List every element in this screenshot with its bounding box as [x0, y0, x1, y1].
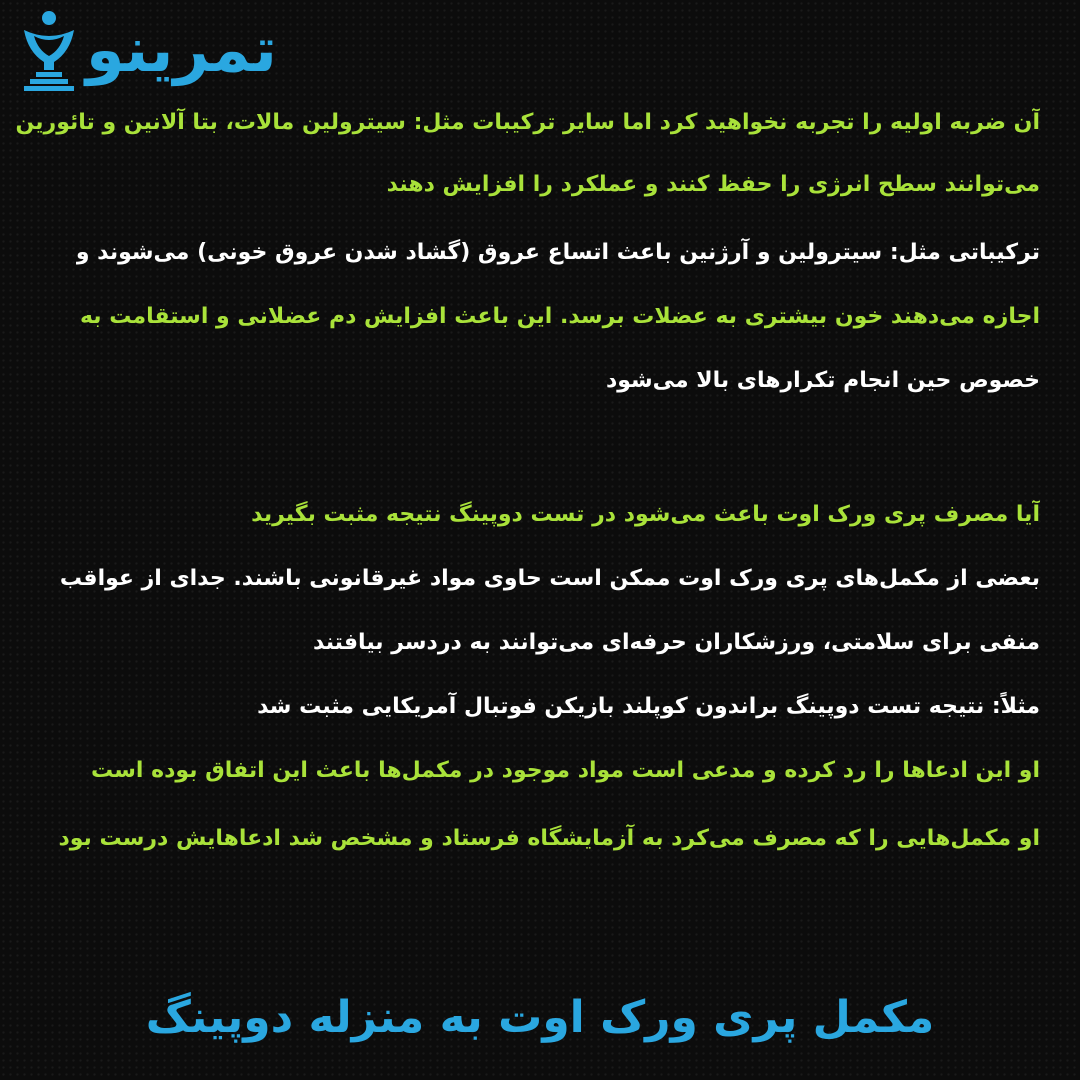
text-line: ترکیباتی مثل: سیترولین و آرژنین باعث اتساع عروق (گشاد شدن عروق خونی) می‌شوند و	[75, 240, 1040, 265]
trophy-cup-icon	[18, 8, 80, 92]
text-line: او این ادعاها را رد کرده و مدعی است مواد موجود در مکمل‌ها باعث این اتفاق بوده است	[91, 758, 1040, 783]
text-line: خصوص حین انجام تکرارهای بالا می‌شود	[605, 368, 1040, 393]
text-line: اجازه می‌دهند خون بیشتری به عضلات برسد. این باعث افزایش دم عضلانی و استقامت به	[79, 304, 1040, 329]
text-line: منفی برای سلامتی، ورزشکاران حرفه‌ای می‌توانند به دردسر بیافتند	[312, 630, 1040, 655]
brand-logo	[18, 8, 277, 92]
text-line: می‌توانند سطح انرژی را حفظ کنند و عملکرد را افزایش دهند	[386, 172, 1040, 197]
text-line: آن ضربه اولیه را تجربه نخواهید کرد اما سایر ترکیبات مثل: سیترولین مالات، بتا آلانین و تائورین	[15, 110, 1040, 135]
text-line: او مکمل‌هایی را که مصرف می‌کرد به آزمایشگاه فرستاد و مشخص شد ادعاهایش درست بود	[58, 826, 1040, 851]
text-line: بعضی از مکمل‌های پری ورک اوت ممکن است حاوی مواد غیرقانونی باشند. جدای از عواقب	[59, 566, 1040, 591]
footer-title: مکمل پری ورک اوت به منزله دوپینگ	[145, 992, 935, 1043]
section-heading: آیا مصرف پری ورک اوت باعث می‌شود در تست دوپینگ نتیجه مثبت بگیرید	[251, 502, 1040, 527]
text-line: مثلاً: نتیجه تست دوپینگ براندون کوپلند بازیکن فوتبال آمریکایی مثبت شد	[257, 694, 1040, 719]
brand-name: تمرینو	[86, 13, 277, 86]
